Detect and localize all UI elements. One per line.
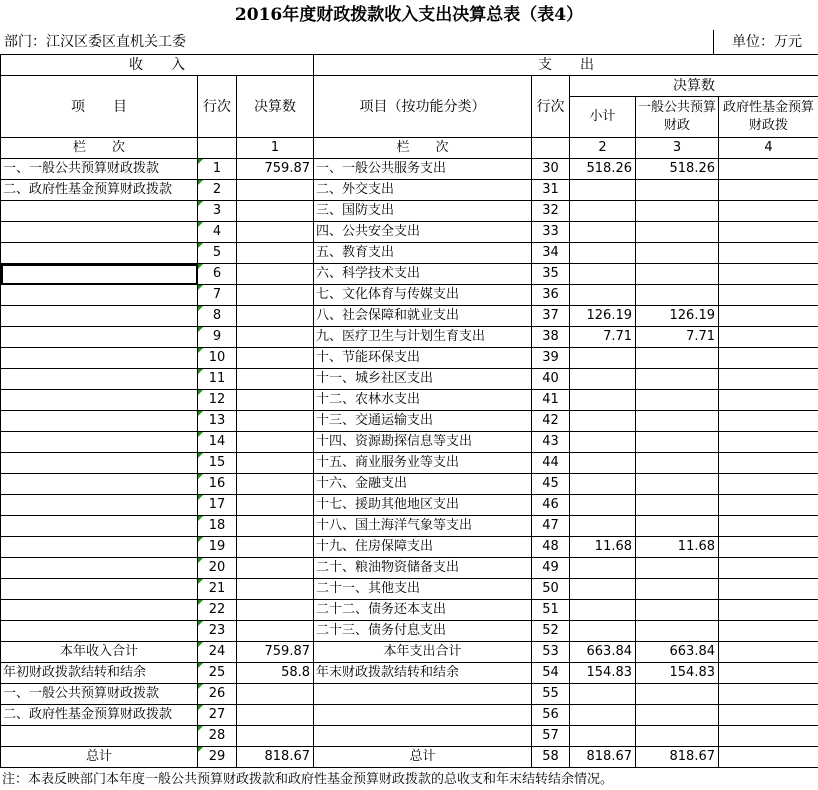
income-row-no-cell[interactable]: 27 <box>198 705 237 726</box>
subtotal-cell[interactable] <box>570 558 636 579</box>
gov-fund-cell[interactable] <box>719 348 818 369</box>
table-row <box>1 180 818 201</box>
subtotal-cell[interactable] <box>570 495 636 516</box>
income-item-cell[interactable] <box>1 348 198 369</box>
income-item-cell[interactable]: 一、一般公共预算财政拨款 <box>1 684 198 705</box>
income-amount-cell[interactable] <box>237 348 314 369</box>
income-item-cell[interactable] <box>1 390 198 411</box>
expense-row-no-cell[interactable]: 34 <box>532 243 570 264</box>
subtotal-cell[interactable] <box>570 348 636 369</box>
unit-label: 单位：万元 <box>732 34 802 50</box>
income-item-cell[interactable] <box>1 222 198 243</box>
subtotal-header[interactable]: 小计 <box>570 97 636 138</box>
gov-fund-cell[interactable] <box>719 495 818 516</box>
expense-item-cell[interactable]: 六、科学技术支出 <box>314 264 532 285</box>
income-item-cell[interactable] <box>1 327 198 348</box>
income-item-cell[interactable] <box>1 495 198 516</box>
expense-item-cell[interactable] <box>314 684 532 705</box>
expense-row-no-cell[interactable]: 52 <box>532 621 570 642</box>
gov-fund-cell[interactable] <box>719 285 818 306</box>
gov-fund-cell[interactable] <box>719 726 818 747</box>
table-row <box>1 537 818 558</box>
summary-row <box>1 705 818 726</box>
expense-row-no-cell[interactable]: 42 <box>532 411 570 432</box>
expense-row-no-cell[interactable]: 43 <box>532 432 570 453</box>
expense-item-cell[interactable] <box>314 705 532 726</box>
gov-fund-cell[interactable] <box>719 600 818 621</box>
gov-fund-cell[interactable] <box>719 327 818 348</box>
expense-row-no-cell[interactable]: 55 <box>532 684 570 705</box>
subtotal-cell[interactable] <box>570 264 636 285</box>
gov-fund-cell[interactable] <box>719 516 818 537</box>
income-row-no-cell[interactable]: 5 <box>198 243 237 264</box>
report-title: 2016年度财政拨款收入支出决算总表（表4） <box>234 5 584 25</box>
subtotal-cell[interactable]: 663.84 <box>570 642 636 663</box>
subtotal-cell[interactable] <box>570 369 636 390</box>
expense-row-no-cell[interactable]: 33 <box>532 222 570 243</box>
table-row <box>1 390 818 411</box>
income-item-cell[interactable]: 二、政府性基金预算财政拨款 <box>1 705 198 726</box>
income-row-no-cell[interactable]: 21 <box>198 579 237 600</box>
income-row-no-cell[interactable]: 9 <box>198 327 237 348</box>
income-item-cell[interactable] <box>1 621 198 642</box>
income-amount-cell[interactable] <box>237 684 314 705</box>
expense-row-no-cell[interactable]: 53 <box>532 642 570 663</box>
general-budget-cell[interactable] <box>636 621 719 642</box>
gov-fund-cell[interactable] <box>719 369 818 390</box>
expense-row-no-cell[interactable]: 39 <box>532 348 570 369</box>
income-item-cell[interactable]: 二、政府性基金预算财政拨款 <box>1 180 198 201</box>
income-item-cell[interactable] <box>1 243 198 264</box>
col-index-4[interactable]: 4 <box>719 138 818 159</box>
expense-item-cell[interactable]: 总计 <box>314 747 532 768</box>
footnote: 注：本表反映部门本年度一般公共预算财政拨款和政府性基金预算财政拨款的总收支和年末结转结余情况。 <box>2 772 614 787</box>
expense-row-no-cell[interactable]: 58 <box>532 747 570 768</box>
income-item-cell[interactable] <box>1 558 198 579</box>
gov-fund-cell[interactable] <box>719 180 818 201</box>
expense-item-cell[interactable]: 十五、商业服务业等支出 <box>314 453 532 474</box>
income-amount-cell[interactable] <box>237 264 314 285</box>
general-budget-cell[interactable] <box>636 390 719 411</box>
expense-row-no-cell[interactable]: 30 <box>532 159 570 180</box>
expense-item-cell[interactable]: 年末财政拨款结转和结余 <box>314 663 532 684</box>
general-budget-cell[interactable] <box>636 453 719 474</box>
income-row-no-cell[interactable]: 26 <box>198 684 237 705</box>
gov-fund-cell[interactable] <box>719 474 818 495</box>
table-row <box>1 159 818 180</box>
subtotal-cell[interactable] <box>570 432 636 453</box>
income-amount-cell[interactable] <box>237 285 314 306</box>
subtotal-cell[interactable]: 518.26 <box>570 159 636 180</box>
income-row-no-cell[interactable]: 13 <box>198 411 237 432</box>
income-item-cell[interactable] <box>1 600 198 621</box>
gov-fund-cell[interactable] <box>719 306 818 327</box>
income-amount-cell[interactable]: 58.8 <box>237 663 314 684</box>
gov-fund-cell[interactable] <box>719 663 818 684</box>
table-row <box>1 432 818 453</box>
expense-item-cell[interactable] <box>314 726 532 747</box>
income-row-no-cell[interactable]: 29 <box>198 747 237 768</box>
table-row <box>1 264 818 285</box>
income-amount-cell[interactable] <box>237 180 314 201</box>
expense-item-cell[interactable]: 二十三、债务付息支出 <box>314 621 532 642</box>
subtotal-cell[interactable] <box>570 474 636 495</box>
subtotal-cell[interactable] <box>570 684 636 705</box>
table-row <box>1 327 818 348</box>
income-amount-cell[interactable]: 759.87 <box>237 642 314 663</box>
income-item-cell[interactable] <box>1 264 198 285</box>
col-index-1[interactable]: 1 <box>237 138 314 159</box>
gov-fund-cell[interactable] <box>719 537 818 558</box>
expense-item-cell[interactable]: 五、教育支出 <box>314 243 532 264</box>
income-row-no-cell[interactable]: 23 <box>198 621 237 642</box>
expense-row-no-cell[interactable]: 47 <box>532 516 570 537</box>
income-amount-cell[interactable] <box>237 390 314 411</box>
subtotal-cell[interactable]: 7.71 <box>570 327 636 348</box>
expense-row-no-cell[interactable]: 45 <box>532 474 570 495</box>
income-row-no-cell[interactable]: 14 <box>198 432 237 453</box>
general-budget-cell[interactable]: 154.83 <box>636 663 719 684</box>
general-budget-cell[interactable] <box>636 684 719 705</box>
expense-item-cell[interactable]: 十六、金融支出 <box>314 474 532 495</box>
income-row-no-cell[interactable]: 22 <box>198 600 237 621</box>
general-budget-cell[interactable]: 11.68 <box>636 537 719 558</box>
table-row <box>1 516 818 537</box>
table-row <box>1 600 818 621</box>
table-row <box>1 306 818 327</box>
budget-table <box>0 54 818 768</box>
expense-row-no-cell[interactable]: 57 <box>532 726 570 747</box>
general-budget-cell[interactable]: 7.71 <box>636 327 719 348</box>
expense-item-cell[interactable]: 十一、城乡社区支出 <box>314 369 532 390</box>
general-budget-cell[interactable] <box>636 264 719 285</box>
gov-fund-cell[interactable] <box>719 432 818 453</box>
gov-fund-cell[interactable] <box>719 222 818 243</box>
income-item-cell[interactable]: 一、一般公共预算财政拨款 <box>1 159 198 180</box>
income-item-cell[interactable] <box>1 537 198 558</box>
general-budget-cell[interactable] <box>636 432 719 453</box>
header-row-columns <box>1 76 818 97</box>
expense-row-no-cell[interactable]: 56 <box>532 705 570 726</box>
subtotal-cell[interactable] <box>570 411 636 432</box>
final-amount-header[interactable]: 决算数 <box>237 76 314 138</box>
col-index-2[interactable]: 2 <box>570 138 636 159</box>
table-row <box>1 222 818 243</box>
income-row-no-cell[interactable]: 7 <box>198 285 237 306</box>
gov-fund-header[interactable]: 政府性基金预算财政拨 <box>719 97 818 138</box>
expense-item-cell[interactable]: 十、节能环保支出 <box>314 348 532 369</box>
income-item-cell[interactable] <box>1 306 198 327</box>
income-row-no-cell[interactable]: 19 <box>198 537 237 558</box>
expense-item-cell[interactable]: 十二、农林水支出 <box>314 390 532 411</box>
income-item-cell[interactable] <box>1 474 198 495</box>
income-row-no-cell[interactable]: 10 <box>198 348 237 369</box>
expense-item-cell[interactable]: 本年支出合计 <box>314 642 532 663</box>
table-row <box>1 558 818 579</box>
expense-item-cell[interactable]: 七、文化体育与传媒支出 <box>314 285 532 306</box>
subtotal-cell[interactable] <box>570 453 636 474</box>
expense-row-no-cell[interactable]: 44 <box>532 453 570 474</box>
income-row-no-cell[interactable]: 17 <box>198 495 237 516</box>
expense-item-cell[interactable]: 九、医疗卫生与计划生育支出 <box>314 327 532 348</box>
expense-item-cell[interactable]: 八、社会保障和就业支出 <box>314 306 532 327</box>
gov-fund-cell[interactable] <box>719 243 818 264</box>
subtotal-cell[interactable] <box>570 390 636 411</box>
gov-fund-cell[interactable] <box>719 264 818 285</box>
income-amount-cell[interactable] <box>237 537 314 558</box>
table-row <box>1 621 818 642</box>
expense-item-cell[interactable]: 十三、交通运输支出 <box>314 411 532 432</box>
column-index-row <box>1 138 818 159</box>
table-row <box>1 201 818 222</box>
general-budget-cell[interactable] <box>636 180 719 201</box>
income-item-cell[interactable] <box>1 516 198 537</box>
gov-fund-cell[interactable] <box>719 642 818 663</box>
income-item-cell[interactable] <box>1 453 198 474</box>
income-item-cell[interactable] <box>1 726 198 747</box>
summary-row <box>1 642 818 663</box>
expense-row-no-cell[interactable]: 36 <box>532 285 570 306</box>
gov-fund-cell[interactable] <box>719 390 818 411</box>
income-row-no-cell[interactable]: 28 <box>198 726 237 747</box>
subtotal-cell[interactable]: 126.19 <box>570 306 636 327</box>
income-amount-cell[interactable] <box>237 495 314 516</box>
income-header[interactable]: 收 入 <box>1 55 314 76</box>
col-label[interactable]: 栏 次 <box>1 138 198 159</box>
income-amount-cell[interactable] <box>237 621 314 642</box>
expense-row-no-cell[interactable]: 38 <box>532 327 570 348</box>
general-budget-cell[interactable] <box>636 600 719 621</box>
general-budget-header[interactable]: 一般公共预算财政 <box>636 97 719 138</box>
expense-row-no-cell[interactable]: 40 <box>532 369 570 390</box>
expense-row-no-cell[interactable]: 50 <box>532 579 570 600</box>
income-item-cell[interactable] <box>1 579 198 600</box>
income-row-no-cell[interactable]: 1 <box>198 159 237 180</box>
gov-fund-cell[interactable] <box>719 159 818 180</box>
income-item-cell[interactable] <box>1 411 198 432</box>
income-row-no-cell[interactable]: 15 <box>198 453 237 474</box>
table-row <box>1 453 818 474</box>
expense-item-cell[interactable]: 二十二、债务还本支出 <box>314 600 532 621</box>
income-item-cell[interactable] <box>1 432 198 453</box>
table-row <box>1 495 818 516</box>
department-label: 部门：江汉区委区直机关工委 <box>4 34 186 50</box>
table-row <box>1 474 818 495</box>
income-amount-cell[interactable] <box>237 726 314 747</box>
general-budget-cell[interactable] <box>636 369 719 390</box>
summary-row <box>1 663 818 684</box>
table-row <box>1 369 818 390</box>
gov-fund-cell[interactable] <box>719 558 818 579</box>
gov-fund-cell[interactable] <box>719 684 818 705</box>
gov-fund-cell[interactable] <box>719 621 818 642</box>
expense-item-cell[interactable]: 一、一般公共服务支出 <box>314 159 532 180</box>
expense-row-no-cell[interactable]: 49 <box>532 558 570 579</box>
subtotal-cell[interactable]: 11.68 <box>570 537 636 558</box>
gov-fund-cell[interactable] <box>719 579 818 600</box>
income-item-cell[interactable]: 年初财政拨款结转和结余 <box>1 663 198 684</box>
subtotal-cell[interactable] <box>570 705 636 726</box>
table-row <box>1 285 818 306</box>
general-budget-cell[interactable]: 518.26 <box>636 159 719 180</box>
expense-row-no-cell[interactable]: 54 <box>532 663 570 684</box>
income-row-no-cell[interactable]: 16 <box>198 474 237 495</box>
expense-item-cell[interactable]: 十四、资源勘探信息等支出 <box>314 432 532 453</box>
func-item-header[interactable]: 项目（按功能分类） <box>314 76 532 138</box>
income-row-no-cell[interactable]: 8 <box>198 306 237 327</box>
subtotal-cell[interactable] <box>570 201 636 222</box>
subtotal-cell[interactable] <box>570 222 636 243</box>
subtotal-cell[interactable] <box>570 180 636 201</box>
general-budget-cell[interactable] <box>636 705 719 726</box>
general-budget-cell[interactable] <box>636 474 719 495</box>
summary-row <box>1 726 818 747</box>
general-budget-cell[interactable] <box>636 201 719 222</box>
income-row-no-cell[interactable]: 25 <box>198 663 237 684</box>
income-item-cell[interactable]: 本年收入合计 <box>1 642 198 663</box>
income-amount-cell[interactable] <box>237 600 314 621</box>
general-budget-cell[interactable] <box>636 348 719 369</box>
subtotal-cell[interactable]: 818.67 <box>570 747 636 768</box>
income-item-cell[interactable] <box>1 369 198 390</box>
income-amount-cell[interactable] <box>237 222 314 243</box>
subtotal-cell[interactable]: 154.83 <box>570 663 636 684</box>
row-no-header[interactable]: 行次 <box>198 76 237 138</box>
general-budget-cell[interactable] <box>636 495 719 516</box>
col-blank-2[interactable] <box>532 138 570 159</box>
income-amount-cell[interactable] <box>237 558 314 579</box>
expense-item-cell[interactable]: 二十、粮油物资储备支出 <box>314 558 532 579</box>
expense-item-cell[interactable]: 十九、住房保障支出 <box>314 537 532 558</box>
income-amount-cell[interactable]: 759.87 <box>237 159 314 180</box>
general-budget-cell[interactable] <box>636 411 719 432</box>
income-row-no-cell[interactable]: 2 <box>198 180 237 201</box>
income-item-cell[interactable] <box>1 285 198 306</box>
income-amount-cell[interactable] <box>237 243 314 264</box>
col-blank[interactable] <box>198 138 237 159</box>
expense-row-no-cell[interactable]: 41 <box>532 390 570 411</box>
general-budget-cell[interactable] <box>636 726 719 747</box>
expense-row-no-cell[interactable]: 48 <box>532 537 570 558</box>
col-label-2[interactable]: 栏 次 <box>314 138 532 159</box>
item-header[interactable]: 项 目 <box>1 76 198 138</box>
general-budget-cell[interactable]: 126.19 <box>636 306 719 327</box>
summary-row <box>1 747 818 768</box>
subtotal-cell[interactable] <box>570 516 636 537</box>
gov-fund-cell[interactable] <box>719 453 818 474</box>
income-row-no-cell[interactable]: 18 <box>198 516 237 537</box>
expense-item-cell[interactable]: 二、外交支出 <box>314 180 532 201</box>
income-amount-cell[interactable]: 818.67 <box>237 747 314 768</box>
expense-row-no-cell[interactable]: 31 <box>532 180 570 201</box>
income-amount-cell[interactable] <box>237 327 314 348</box>
subtotal-cell[interactable] <box>570 726 636 747</box>
summary-row <box>1 684 818 705</box>
general-budget-cell[interactable]: 663.84 <box>636 642 719 663</box>
subtotal-cell[interactable] <box>570 621 636 642</box>
gov-fund-cell[interactable] <box>719 411 818 432</box>
income-amount-cell[interactable] <box>237 516 314 537</box>
income-amount-cell[interactable] <box>237 201 314 222</box>
expense-header[interactable]: 支 出 <box>314 55 818 76</box>
income-amount-cell[interactable] <box>237 474 314 495</box>
gov-fund-cell[interactable] <box>719 747 818 768</box>
row-no-header-2[interactable]: 行次 <box>532 76 570 138</box>
income-amount-cell[interactable] <box>237 369 314 390</box>
general-budget-cell[interactable] <box>636 516 719 537</box>
expense-row-no-cell[interactable]: 35 <box>532 264 570 285</box>
subtotal-cell[interactable] <box>570 600 636 621</box>
income-row-no-cell[interactable]: 12 <box>198 390 237 411</box>
general-budget-cell[interactable] <box>636 579 719 600</box>
expense-row-no-cell[interactable]: 46 <box>532 495 570 516</box>
expense-row-no-cell[interactable]: 51 <box>532 600 570 621</box>
col-index-3[interactable]: 3 <box>636 138 719 159</box>
income-amount-cell[interactable] <box>237 579 314 600</box>
expense-item-cell[interactable]: 十八、国土海洋气象等支出 <box>314 516 532 537</box>
general-budget-cell[interactable] <box>636 243 719 264</box>
expense-row-no-cell[interactable]: 37 <box>532 306 570 327</box>
subtotal-cell[interactable] <box>570 285 636 306</box>
table-row <box>1 348 818 369</box>
general-budget-cell[interactable] <box>636 222 719 243</box>
general-budget-cell[interactable] <box>636 285 719 306</box>
unit-divider <box>713 30 714 54</box>
income-amount-cell[interactable] <box>237 705 314 726</box>
final-amount-header-2[interactable]: 决算数 <box>570 76 818 97</box>
expense-row-no-cell[interactable]: 32 <box>532 201 570 222</box>
expense-item-cell[interactable]: 四、公共安全支出 <box>314 222 532 243</box>
income-item-cell[interactable] <box>1 201 198 222</box>
expense-item-cell[interactable]: 二十一、其他支出 <box>314 579 532 600</box>
gov-fund-cell[interactable] <box>719 705 818 726</box>
income-row-no-cell[interactable]: 11 <box>198 369 237 390</box>
subtotal-cell[interactable] <box>570 243 636 264</box>
general-budget-cell[interactable] <box>636 558 719 579</box>
expense-item-cell[interactable]: 三、国防支出 <box>314 201 532 222</box>
table-row <box>1 411 818 432</box>
income-item-cell[interactable]: 总计 <box>1 747 198 768</box>
header-row-income-expense <box>1 55 818 76</box>
table-row <box>1 579 818 600</box>
income-row-no-cell[interactable]: 24 <box>198 642 237 663</box>
income-row-no-cell[interactable]: 4 <box>198 222 237 243</box>
income-row-no-cell[interactable]: 6 <box>198 264 237 285</box>
income-amount-cell[interactable] <box>237 432 314 453</box>
income-amount-cell[interactable] <box>237 306 314 327</box>
income-row-no-cell[interactable]: 3 <box>198 201 237 222</box>
table-row <box>1 243 818 264</box>
general-budget-cell[interactable]: 818.67 <box>636 747 719 768</box>
income-amount-cell[interactable] <box>237 453 314 474</box>
expense-item-cell[interactable]: 十七、援助其他地区支出 <box>314 495 532 516</box>
income-row-no-cell[interactable]: 20 <box>198 558 237 579</box>
gov-fund-cell[interactable] <box>719 201 818 222</box>
income-amount-cell[interactable] <box>237 411 314 432</box>
subtotal-cell[interactable] <box>570 579 636 600</box>
